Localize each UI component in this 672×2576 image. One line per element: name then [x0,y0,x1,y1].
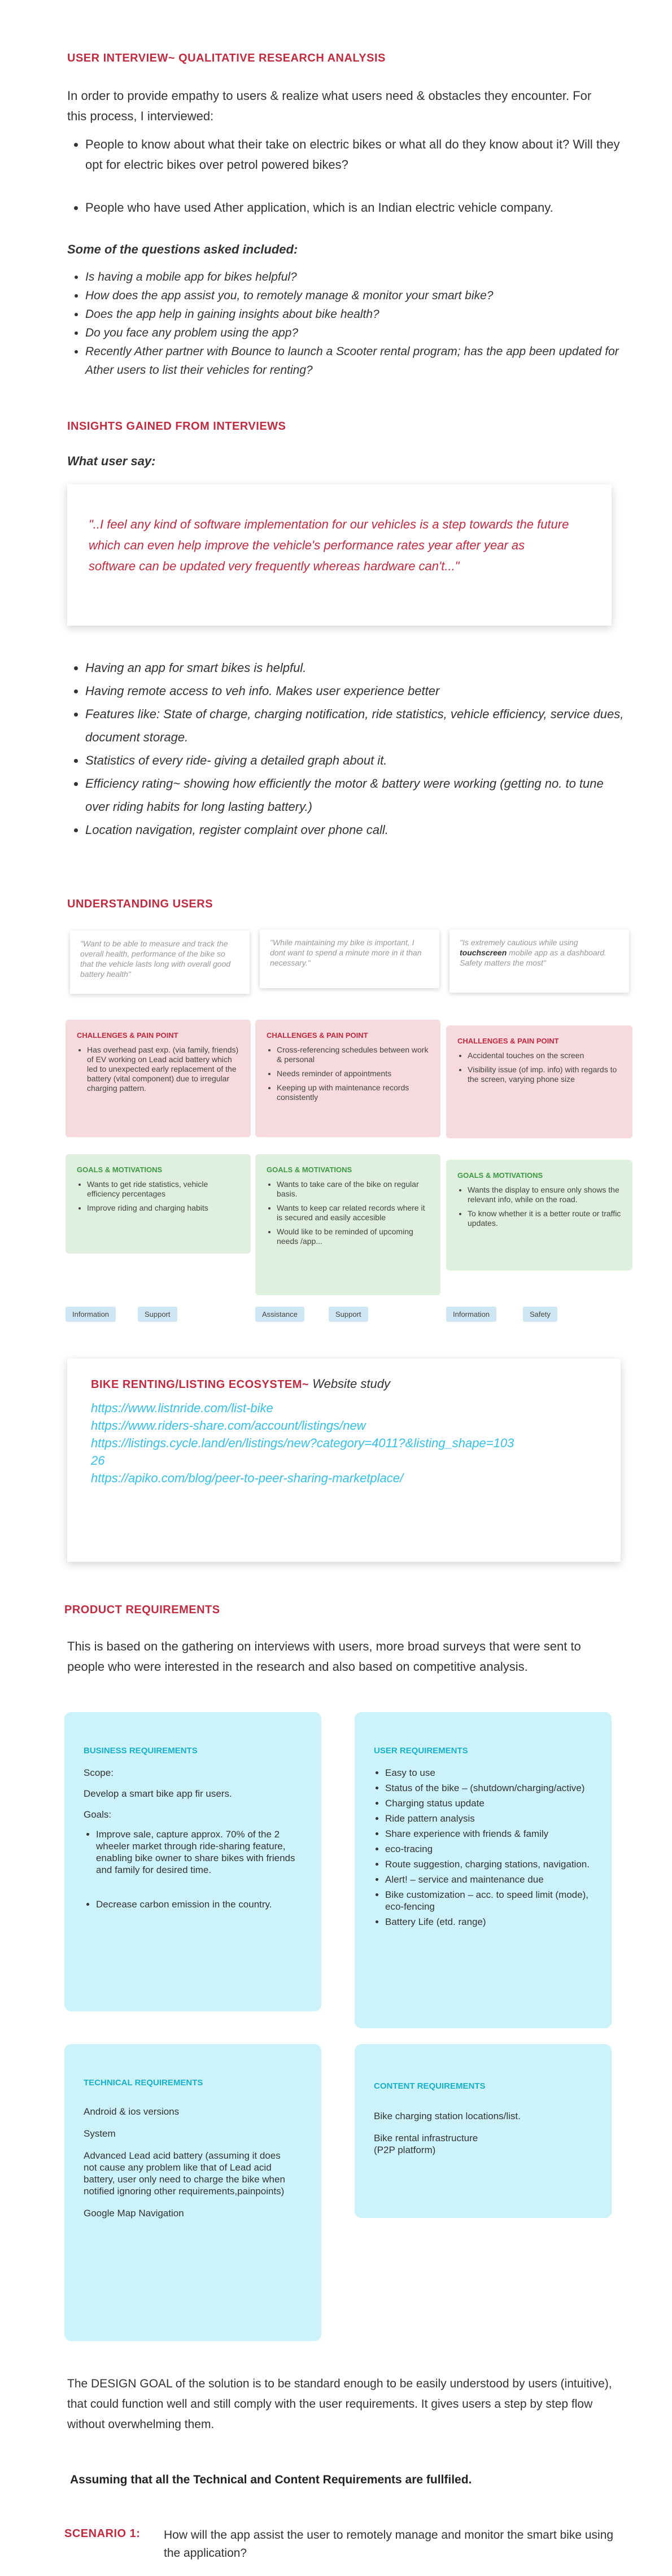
tag-safety: Safety [523,1307,557,1322]
insights-title: INSIGHTS GAINED FROM INTERVIEWS [67,420,286,433]
rental-subtitle: Website study [309,1377,390,1391]
pain-points-title: CHALLENGES & PAIN POINT [77,1031,178,1040]
questions-list [67,268,627,379]
scenario-text: How will the app assist the user to remotely manage and monitor the smart bike using the application? [164,2529,614,2560]
list-item: • Bike customization – acc. to speed limit (mode), eco-fencing [385,1889,592,1913]
goals-list [457,1185,621,1228]
persona-quote-emphasis: touchscreen [460,948,507,957]
list-item: • Features like: State of charge, charging notification, ride statistics, vehicle efficiency, service dues, document storage. [85,702,627,749]
tag-assistance: Assistance [255,1307,304,1322]
list-item: • Statistics of every ride- giving a detailed graph about it. [85,749,627,772]
list-item: • Is having a mobile app for bikes helpful? [85,268,627,286]
persona-quote: "Want to be able to measure and track the overall health, performance of the bike so that the vehicle lasts long with overall good battery health" [80,939,231,979]
rental-link[interactable]: https://www.riders-share.com/account/listings/new [91,1418,366,1433]
tag-information: Information [446,1307,496,1322]
goals-title: GOALS & MOTIVATIONS [457,1171,543,1180]
pain-points-title: CHALLENGES & PAIN POINT [457,1037,559,1045]
insights-subheading: What user say: [67,454,156,468]
rental-study-card [67,1359,621,1562]
goals-card [255,1154,440,1295]
list-item: • Having an app for smart bikes is helpful. [85,656,627,679]
goals-title: GOALS & MOTIVATIONS [77,1165,163,1174]
requirements-title: PRODUCT REQUIREMENTS [64,1604,220,1616]
pain-points-list [77,1045,239,1093]
rental-link[interactable]: https://www.listnride.com/list-bike [91,1401,273,1415]
list-item: • Accidental touches on the screen [468,1051,621,1060]
pain-points-card [255,1020,440,1137]
tag-information: Information [66,1307,116,1322]
list-item: • Needs reminder of appointments [277,1069,429,1079]
design-goal: The DESIGN GOAL of the solution is to be standard enough to be easily understood by users (intuitive), that could function well and still comply with the user requirements. It gives users a step by step flow without overwhelming them. [67,2377,612,2431]
user-requirements-title: USER REQUIREMENTS [374,1746,468,1756]
list-item: • How does the app assist you, to remotely manage & monitor your smart bike? [85,286,627,305]
understanding-title: UNDERSTANDING USERS [67,898,213,910]
content-requirements-title: CONTENT REQUIREMENTS [374,2081,486,2091]
scope-label: Scope: [84,1767,114,1778]
tag-support: Support [329,1307,368,1322]
rental-links [91,1399,543,1487]
persona-quote: mobile app as a dashboard. Safety matters the most" [460,948,606,967]
list-item: • Alert! – service and maintenance due [385,1874,592,1885]
list-item: • Improve riding and charging habits [87,1203,239,1213]
user-quote: "..I feel any kind of software implementation for our vehicles is a step towards the future which can even help improve the vehicle's performance rates year after year as software can be updated very frequently whereas hardware can't..." [89,517,569,573]
goals-card [66,1154,251,1254]
technical-item: Advanced Lead acid battery (assuming it does not cause any problem like that of Lead acid battery, user only need to charge the bike when notified ignoring other requirements,painpoints) [84,2150,285,2197]
business-requirements-title: BUSINESS REQUIREMENTS [84,1746,198,1756]
list-item: • Would like to be reminded of upcoming needs /app... [277,1227,429,1246]
rental-link[interactable]: https://apiko.com/blog/peer-to-peer-sharing-marketplace/ [91,1471,404,1485]
list-item: • Wants the display to ensure only shows the relevant info, while on the road. [468,1185,621,1204]
user-quote-card [67,484,612,626]
technical-requirements-title: TECHNICAL REQUIREMENTS [84,2078,203,2088]
insights-points [67,656,627,841]
list-item: • People who have used Ather application, which is an Indian electric vehicle company. [85,198,627,218]
list-item: • Having remote access to veh info. Makes user experience better [85,679,627,702]
user-requirements-list [374,1767,592,1928]
content-requirements-card [355,2044,612,2218]
goals-label: Goals: [84,1809,112,1820]
rental-title: BIKE RENTING/LISTING ECOSYSTEM~ [91,1378,309,1391]
list-item: • Battery Life (etd. range) [385,1916,592,1928]
list-item: • Keeping up with maintenance records consistently [277,1083,429,1102]
persona-quote: "Is extremely cautious while using [460,938,578,947]
goals-list [267,1180,429,1246]
persona-quote-sticky [450,929,629,993]
list-item: • Decrease carbon emission in the country. [96,1898,302,1910]
list-item: • Route suggestion, charging stations, navigation. [385,1858,592,1870]
technical-item: System [84,2128,116,2139]
technical-item: Android & ios versions [84,2106,180,2117]
list-item: • Recently Ather partner with Bounce to launch a Scooter rental program; has the app been updated for Ather users to list their vehicles for renting? [85,342,627,379]
questions-heading: Some of the questions asked included: [67,242,298,256]
requirements-intro: This is based on the gathering on interviews with users, more broad surveys that were sent to people who were interested in the research and also based on competitive analysis. [67,1639,581,1674]
interview-bullets [67,134,627,225]
goals-list [77,1180,239,1213]
goals-card [446,1160,632,1270]
business-requirements-card [64,1712,321,2011]
list-item: • Wants to take care of the bike on regular basis. [277,1180,429,1199]
technical-requirements-card [64,2044,321,2341]
list-item: • Has overhead past exp. (via family, friends) of EV working on Lead acid battery which led to unexpected early replacement of the battery (vital component) due to irregular charging pattern. [87,1045,239,1093]
interview-title: USER INTERVIEW~ QUALITATIVE RESEARCH ANALYSIS [67,52,386,64]
list-item: • Do you face any problem using the app? [85,324,627,342]
list-item: • Share experience with friends & family [385,1828,592,1840]
pain-points-card [66,1020,251,1137]
list-item: • Wants to keep car related records where it is secured and easily accesible [277,1203,429,1222]
business-goals-list [84,1828,302,1910]
list-item: • Visibility issue (of imp. info) with regards to the screen, varying phone size [468,1065,621,1084]
goals-title: GOALS & MOTIVATIONS [267,1165,352,1174]
pain-points-list [267,1045,429,1102]
persona-quote-sticky [70,931,250,994]
list-item: • eco-tracing [385,1843,592,1855]
list-item: • People to know about what their take on electric bikes or what all do they know about it? Will they opt for electric bikes over petrol powered bikes? [85,134,627,175]
pain-points-list [457,1051,621,1084]
list-item: • Ride pattern analysis [385,1813,592,1824]
rental-link[interactable]: https://listings.cycle.land/en/listings/new?category=4011?&listing_shape=10326 [91,1436,514,1468]
pain-points-card [446,1025,632,1138]
list-item: • Status of the bike – (shutdown/charging/active) [385,1782,592,1794]
list-item: • Efficiency rating~ showing how efficiently the motor & battery were working (getting no. to tune over riding habits for long lasting battery.) [85,772,627,818]
persona-quote-sticky [260,929,439,988]
list-item: • Easy to use [385,1767,592,1779]
technical-item: Google Map Navigation [84,2208,184,2219]
content-item: Bike rental infrastructure (P2P platform) [374,2133,478,2155]
persona-quote: "While maintaining my bike is important, I dont want to spend a minute more in it than necessary." [270,938,422,967]
list-item: • To know whether it is a better route or traffic updates. [468,1209,621,1228]
list-item: • Cross-referencing schedules between work & personal [277,1045,429,1064]
interview-intro: In order to provide empathy to users & realize what users need & obstacles they encounter. For this process, I interviewed: [67,89,592,123]
scope-text: Develop a smart bike app fir users. [84,1788,232,1799]
content-item: Bike charging station locations/list. [374,2111,521,2121]
pain-points-title: CHALLENGES & PAIN POINT [267,1031,368,1040]
list-item: • Location navigation, register complaint over phone call. [85,818,627,841]
list-item: • Does the app help in gaining insights about bike health? [85,305,627,324]
list-item: • Improve sale, capture approx. 70% of the 2 wheeler market through ride-sharing feature, enabling bike owner to share bikes with friends and family for desired time. [96,1828,302,1876]
assumption-note: Assuming that all the Technical and Content Requirements are fullfiled. [70,2473,472,2486]
list-item: • Charging status update [385,1797,592,1809]
list-item: • Wants to get ride statistics, vehicle efficiency percentages [87,1180,239,1199]
scenario-label: SCENARIO 1: [64,2527,141,2540]
tag-support: Support [138,1307,177,1322]
user-requirements-card [355,1712,612,2028]
rental-heading [91,1376,390,1393]
